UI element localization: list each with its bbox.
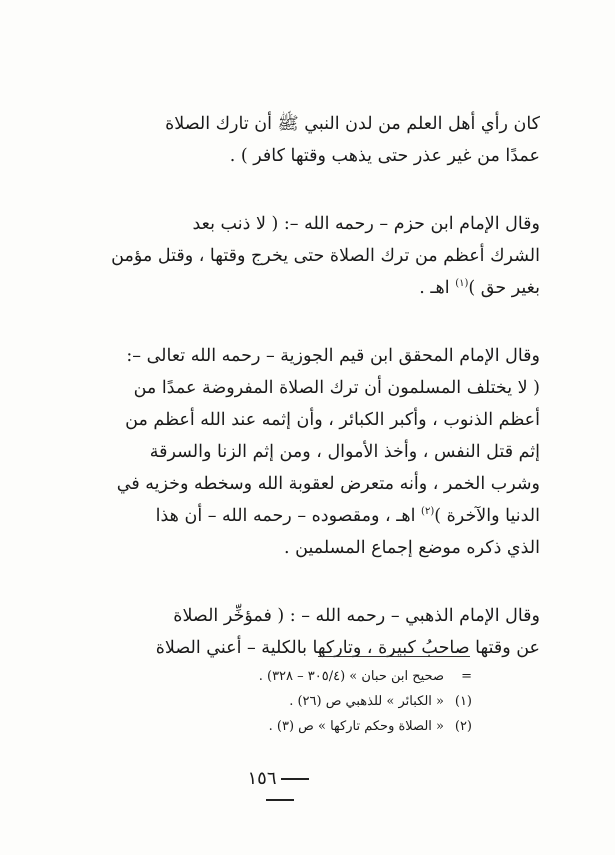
text-line: كان رأي أهل العلم من لدن النبي ﷺ أن تارك الصلاة xyxy=(165,114,540,134)
footnote-reference-2: (٢) xyxy=(421,506,435,518)
paragraph-4 xyxy=(70,568,540,664)
footnote-marker: (١) xyxy=(454,694,472,709)
footnote-marker: = xyxy=(461,669,472,684)
page-number xyxy=(230,768,330,810)
footnote-continued xyxy=(180,664,472,689)
footnote-reference-1: (١) xyxy=(455,278,469,290)
text-line: الذي ذكره موضع إجماع المسلمين . xyxy=(284,538,540,558)
page-number-value: ١٥٦ xyxy=(247,768,277,789)
text-line-with-footnote xyxy=(70,272,540,304)
text-line: إثم قتل النفس ، وأخذ الأموال ، ومن إثم الزنا والسرقة xyxy=(149,442,540,462)
footnote-1 xyxy=(180,689,472,714)
text-line: عن وقتها صاحبُ كبيرة ، وتاركها بالكلية – أعني الصلاة xyxy=(155,638,540,658)
page-number-dash xyxy=(266,799,294,801)
paragraph-1 xyxy=(70,108,540,172)
footnote-marker: (٢) xyxy=(454,719,472,734)
text-line: وقال الإمام الذهبي – رحمه الله – : ( فمؤخِّر الصلاة xyxy=(173,606,540,626)
text-line: عمدًا من غير عذر حتى يذهب وقتها كافر ) . xyxy=(229,146,540,166)
paragraph-2 xyxy=(70,176,540,304)
text-fragment: اهـ ، ومقصوده – رحمه الله – أن هذا xyxy=(155,506,422,526)
paragraph-3 xyxy=(70,308,540,564)
footnotes xyxy=(180,664,472,739)
footnote-2 xyxy=(180,714,472,739)
text-fragment: بغير حق ) xyxy=(468,278,540,298)
footnote-text: صحيح ابن حبان » (٣٠٥/٤ – ٣٢٨) . xyxy=(258,669,444,684)
text-line: ( لا يختلف المسلمون أن ترك الصلاة المفروضة عمدًا من xyxy=(133,378,540,398)
footnote-separator xyxy=(318,656,470,657)
text-line: الشرك أعظم من ترك الصلاة حتى يخرج وقتها ، وقتل مؤمن xyxy=(111,246,540,266)
page-number-dash xyxy=(281,778,309,780)
text-line: وقال الإمام ابن حزم – رحمه الله –: ( لا ذنب بعد xyxy=(192,214,540,234)
text-fragment: الدنيا والآخرة ) xyxy=(434,506,540,526)
footnote-text: « الصلاة وحكم تاركها » ص (٣) . xyxy=(268,719,444,734)
main-text xyxy=(70,108,540,664)
text-line: أعظم الذنوب ، وأكبر الكبائر ، وأن إثمه عند الله أعظم من xyxy=(125,410,540,430)
text-line: وقال الإمام المحقق ابن قيم الجوزية – رحمه الله تعالى –: xyxy=(126,346,540,366)
text-line: وشرب الخمر ، وأنه متعرض لعقوبة الله وسخطه وخزيه في xyxy=(116,474,540,494)
footnote-text: « الكبائر » للذهبي ص (٢٦) . xyxy=(289,694,444,709)
text-fragment: اهـ . xyxy=(419,278,456,298)
text-line-with-footnote xyxy=(70,500,540,532)
